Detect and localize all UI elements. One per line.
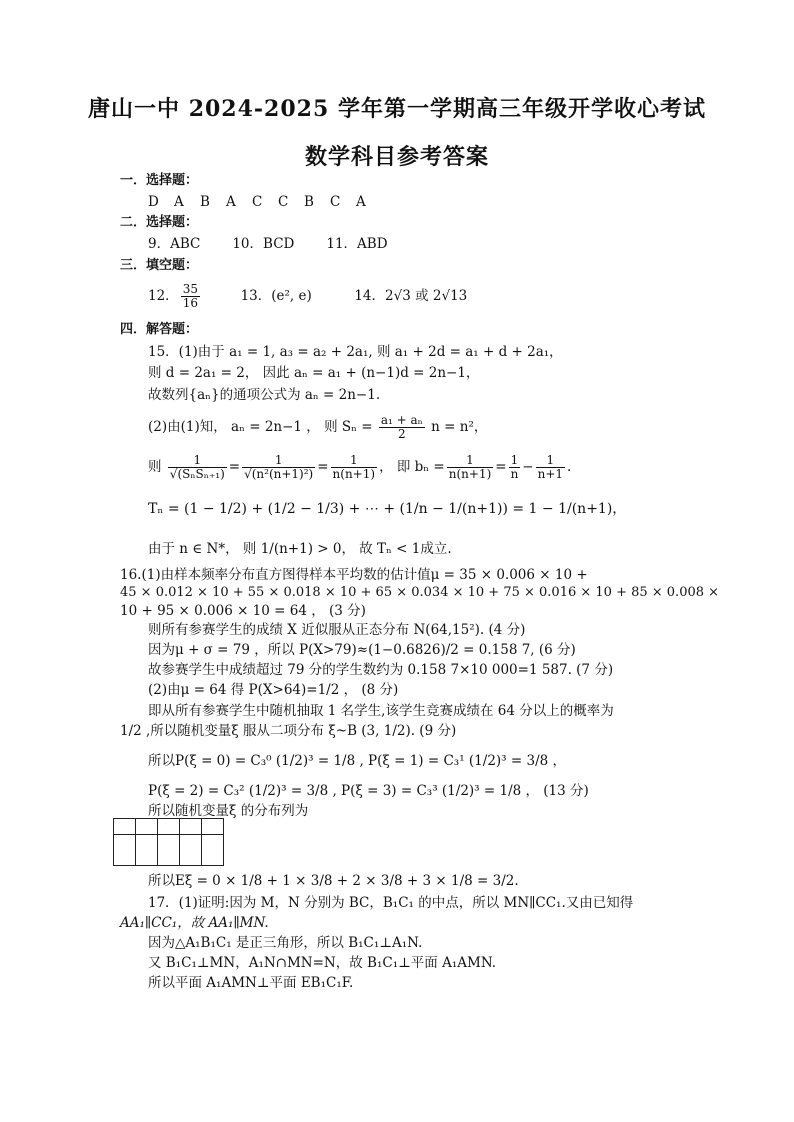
mc-answer-9: A — [356, 194, 366, 210]
q16-line-1: 16.(1)由样本频率分布直方图得样本平均数的估计值μ = 35 × 0.006 × 10 + — [120, 567, 588, 583]
q16-line-2: 45 × 0.012 × 10 + 55 × 0.018 × 10 + 65 × 0.034 × 10 + 75 × 0.016 × 10 + 85 × 0.008 × — [120, 585, 720, 600]
q12-fraction: $\frac{35}{16}$ — [182, 282, 198, 310]
section2-heading: 二．选择题： — [120, 215, 199, 230]
section3-heading: 三．填空题： — [120, 258, 199, 273]
section4-heading: 四．解答题： — [120, 322, 199, 337]
q13-answer: 13．(e², e) — [240, 288, 312, 304]
q16-line-13: 所以Eξ = 0 × 1/8 + 1 × 3/8 + 2 × 3/8 + 3 × 1/8 = 3/2. — [148, 873, 519, 889]
q15-line-1: 15．(1)由于 a₁ = 1, a₃ = a₂ + 2a₁, 则 a₁ + 2d = a₁ + d + 2a₁， — [148, 344, 563, 360]
q16-line-12: 所以随机变量ξ 的分布列为 — [148, 803, 309, 819]
q17-line-3: 因为△A₁B₁C₁ 是正三角形，所以 B₁C₁⊥A₁N. — [148, 935, 423, 951]
q15-line-4: (2)由(1)知， aₙ = 2n−1 ， 则 Sₙ = $\frac{\text{a₁ + aₙ}}{2}$ n = n²， — [148, 413, 488, 441]
multi-answer-10: 10．BCD — [232, 236, 295, 252]
mc-answer-4: A — [226, 194, 236, 210]
section1-answers — [148, 193, 382, 211]
q17-line-5: 所以平面 A₁AMN⊥平面 EB₁C₁F. — [148, 975, 354, 991]
q14-answer: 14．2√3 或 2√13 — [354, 288, 468, 304]
q16-line-3: 10 + 95 × 0.006 × 10 = 64 ， (3 分) — [120, 603, 366, 619]
q15-line-5: 则 $\frac{1}{\text{√(SₙSₙ₊₁)}}$ = $\frac{1}{\text{√(n²(n+1)²)}}$ = $\frac{1}{n(n+1)}$ ， 即 bₙ = $\frac{1}{n(n+1)}$ = $\frac{1}{n}$ − $\frac{1}{n+1}$ . — [148, 453, 572, 481]
q17-line-4: 又 B₁C₁⊥MN，A₁N∩MN=N，故 B₁C₁⊥平面 A₁AMN. — [148, 955, 497, 971]
page-title: 唐山一中 2024-2025 学年第一学期高三年级开学收心考试 — [88, 96, 706, 122]
mc-answer-5: C — [252, 194, 263, 210]
section1-heading: 一．选择题： — [120, 173, 199, 188]
q15-line-7: 由于 n ∈ N*， 则 1/(n+1) > 0， 故 Tₙ < 1成立. — [148, 541, 452, 557]
q16-line-11: P(ξ = 2) = C₃² (1/2)³ = 3/8 , P(ξ = 3) = C₃³ (1/2)³ = 1/8 ， (13 分) — [148, 783, 589, 799]
q16-line-9: 1/2 ,所以随机变量ξ 服从二项分布 ξ~B (3, 1/2). (9 分) — [120, 723, 457, 739]
mc-answer-6: C — [278, 194, 289, 210]
mc-answer-2: A — [174, 194, 184, 210]
q16-line-5: 因为μ + σ = 79 ，所以 P(X>79)≈(1−0.6826)/2 = 0.158 7, (6 分) — [148, 642, 576, 658]
q15-line-2: 则 d = 2a₁ = 2， 因此 aₙ = a₁ + (n−1)d = 2n−1， — [148, 365, 480, 381]
mc-answer-8: C — [330, 194, 341, 210]
fill-in-answers — [148, 282, 467, 310]
multi-answer-9: 9．ABC — [148, 236, 201, 252]
q17-line-2: AA₁∥CC₁，故 AA₁∥MN. — [120, 915, 269, 931]
q16-line-4: 则所有参赛学生的成绩 X 近似服从正态分布 N(64,15²). (4 分) — [148, 622, 526, 638]
q15-line-3: 故数列{aₙ}的通项公式为 aₙ = 2n−1. — [148, 387, 381, 403]
section2-answers — [148, 235, 420, 253]
distribution-table — [113, 818, 224, 866]
q17-line-1: 17．(1)证明:因为 M，N 分别为 BC，B₁C₁ 的中点，所以 MN∥CC₁.又由已知得 — [148, 895, 634, 911]
page-subtitle: 数学科目参考答案 — [304, 144, 489, 170]
mc-answer-1: D — [148, 194, 159, 210]
q16-line-6: 故参赛学生中成绩超过 79 分的学生数约为 0.158 7×10 000=1 587. (7 分) — [148, 662, 614, 678]
q16-line-7: (2)由μ = 64 得 P(X>64)=1/2 ， (8 分) — [148, 682, 399, 698]
q16-line-8: 即从所有参赛学生中随机抽取 1 名学生,该学生竞赛成绩在 64 分以上的概率为 — [148, 703, 614, 719]
q15-line-6: Tₙ = (1 − 1/2) + (1/2 − 1/3) + ⋯ + (1/n − 1/(n+1)) = 1 − 1/(n+1)， — [148, 501, 627, 517]
mc-answer-3: B — [200, 194, 210, 210]
q12-label: 12． — [148, 288, 179, 304]
mc-answer-7: B — [304, 194, 314, 210]
multi-answer-11: 11．ABD — [326, 236, 388, 252]
q16-line-10: 所以P(ξ = 0) = C₃⁰ (1/2)³ = 1/8 , P(ξ = 1) = C₃¹ (1/2)³ = 3/8 ， — [148, 753, 566, 769]
